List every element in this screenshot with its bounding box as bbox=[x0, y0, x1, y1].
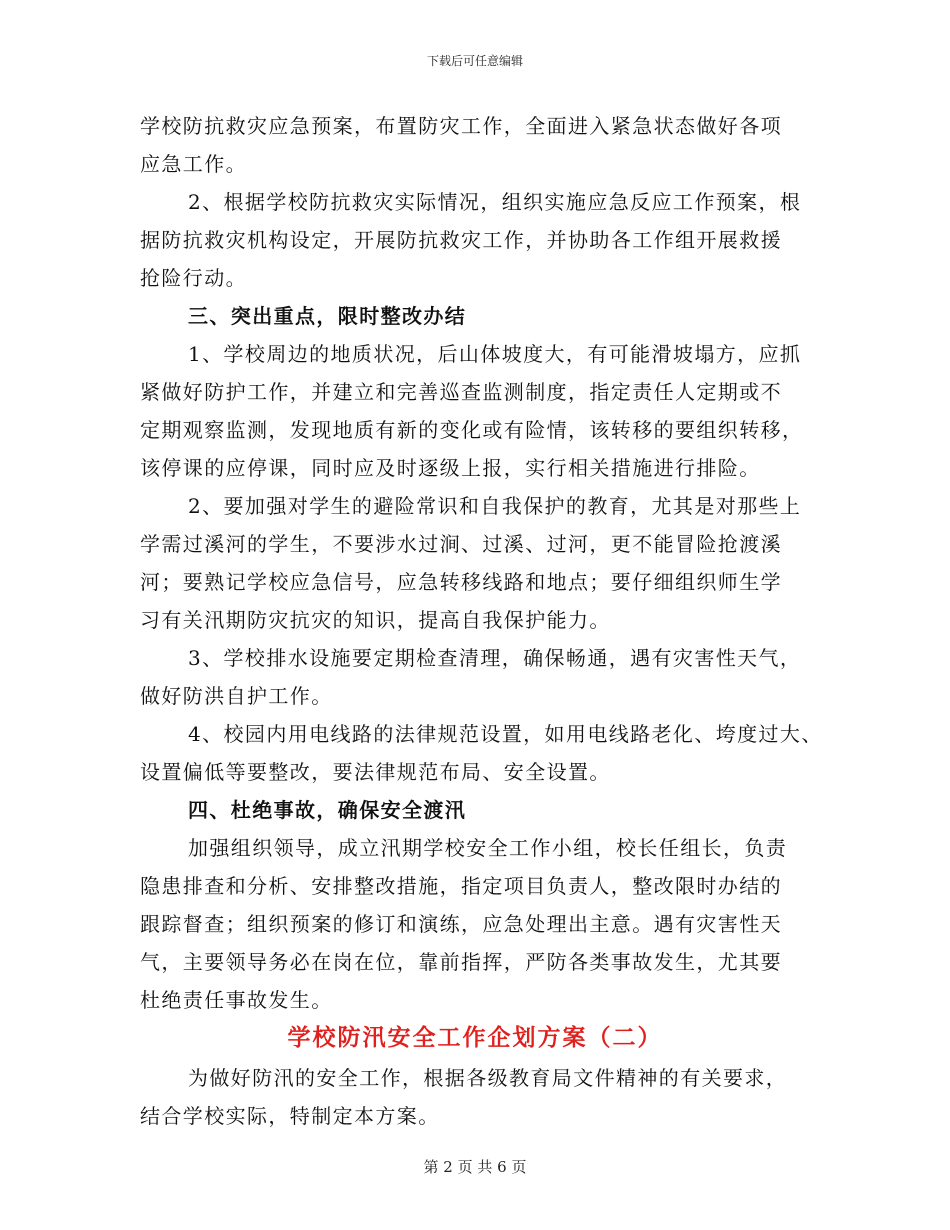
page-header: 下载后可任意编辑 bbox=[426, 54, 523, 68]
body-line: 隐患排查和分析、安排整改措施，指定项目负责人，整改限时办结的 bbox=[140, 874, 782, 898]
body-line: 习有关汛期防灾抗灾的知识，提高自我保护能力。 bbox=[140, 608, 611, 632]
body-line: 定期观察监测，发现地质有新的变化或有险情，该转移的要组织转移， bbox=[140, 418, 804, 442]
paragraph-line: 2、根据学校防抗救灾实际情况，组织实施应急反应工作预案，根 bbox=[188, 190, 802, 214]
document-title: 学校防汛安全工作企划方案（二） bbox=[287, 1024, 663, 1051]
section-heading: 四、杜绝事故，确保安全渡汛 bbox=[188, 798, 467, 822]
section-heading: 三、突出重点，限时整改办结 bbox=[188, 304, 467, 328]
paragraph-line: 1、学校周边的地质状况，后山体坡度大，有可能滑坡塌方，应抓 bbox=[188, 342, 802, 366]
body-line: 河；要熟记学校应急信号，应急转移线路和地点；要仔细组织师生学 bbox=[140, 570, 782, 594]
body-line: 设置偏低等要整改，要法律规范布局、安全设置。 bbox=[140, 760, 611, 784]
paragraph-line: 2、要加强对学生的避险常识和自我保护的教育，尤其是对那些上 bbox=[188, 494, 802, 518]
body-line: 紧做好防护工作，并建立和完善巡查监测制度，指定责任人定期或不 bbox=[140, 380, 782, 404]
body-line: 抢险行动。 bbox=[140, 266, 247, 290]
body-line: 据防抗救灾机构设定，开展防抗救灾工作，并协助各工作组开展救援 bbox=[140, 228, 782, 252]
body-line: 学需过溪河的学生，不要涉水过涧、过溪、过河，更不能冒险抢渡溪 bbox=[140, 532, 782, 556]
paragraph-line: 为做好防汛的安全工作，根据各级教育局文件精神的有关要求， bbox=[188, 1066, 788, 1090]
body-line: 气，主要领导务必在岗在位，靠前指挥，严防各类事故发生，尤其要 bbox=[140, 950, 782, 974]
page-footer: 第 2 页 共 6 页 bbox=[423, 1158, 527, 1176]
body-line: 杜绝责任事故发生。 bbox=[140, 988, 333, 1012]
body-line: 该停课的应停课，同时应及时逐级上报，实行相关措施进行排险。 bbox=[140, 456, 761, 480]
body-line: 跟踪督查；组织预案的修订和演练，应急处理出主意。遇有灾害性天 bbox=[140, 912, 782, 936]
paragraph-line: 3、学校排水设施要定期检查清理，确保畅通，遇有灾害性天气， bbox=[188, 646, 802, 670]
body-line: 结合学校实际，特制定本方案。 bbox=[140, 1104, 440, 1128]
paragraph-line: 4、校园内用电线路的法律规范设置，如用电线路老化、垮度过大、 bbox=[188, 722, 823, 746]
body-line: 应急工作。 bbox=[140, 152, 247, 176]
body-line: 学校防抗救灾应急预案，布置防灾工作，全面进入紧急状态做好各项 bbox=[140, 114, 782, 138]
body-line: 做好防洪自护工作。 bbox=[140, 684, 333, 708]
paragraph-line: 加强组织领导，成立汛期学校安全工作小组，校长任组长，负责 bbox=[188, 836, 788, 860]
